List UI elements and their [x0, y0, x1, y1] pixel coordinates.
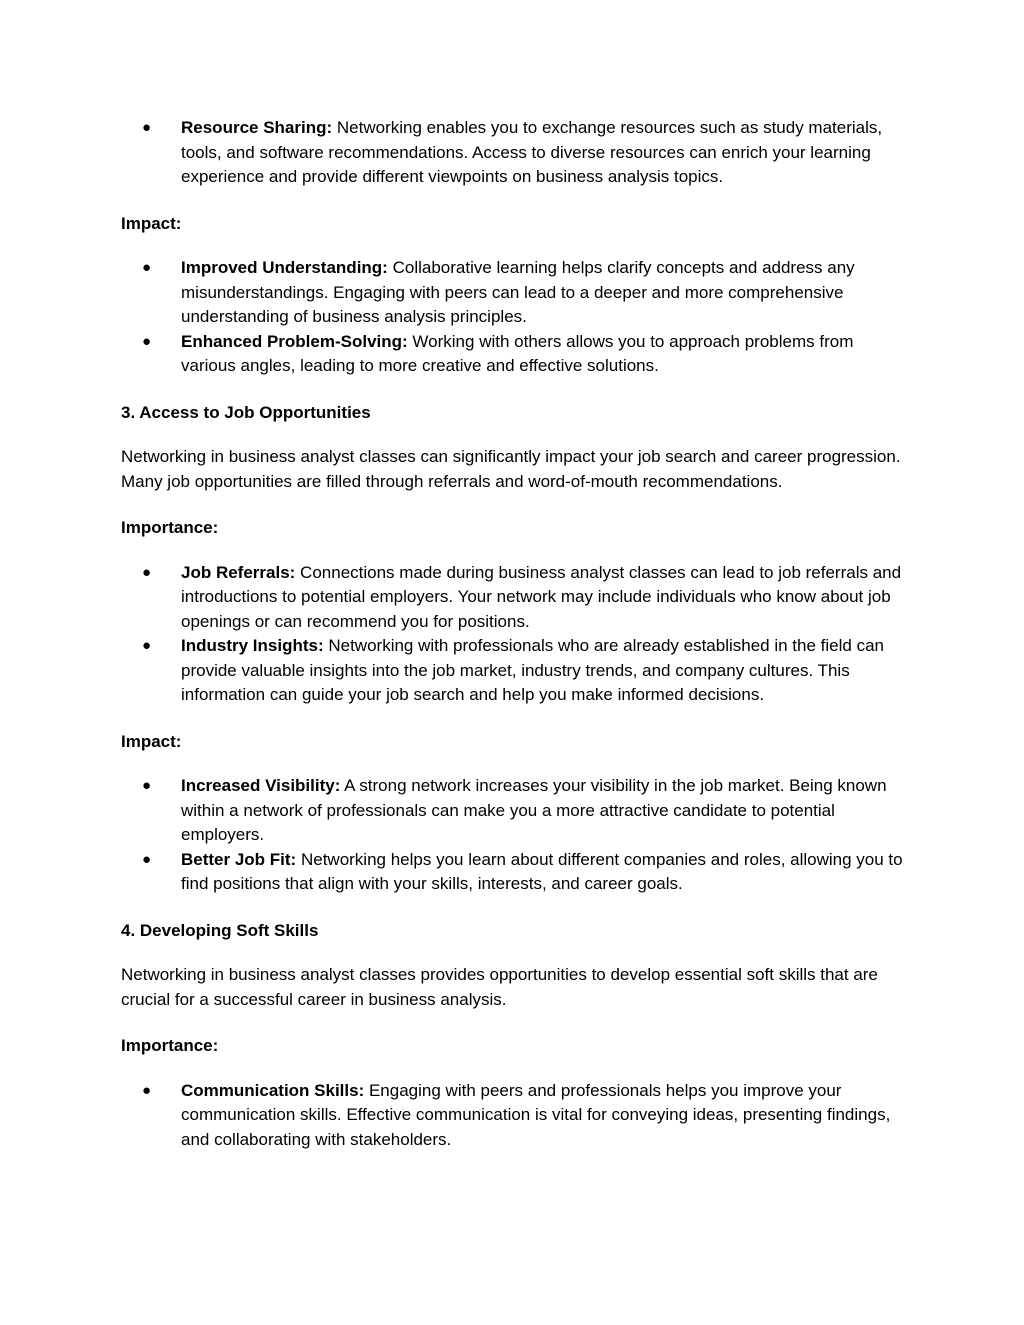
list-item-term: Enhanced Problem-Solving:	[181, 331, 408, 351]
bullet-list	[121, 1079, 911, 1153]
list-item-term: Industry Insights:	[181, 636, 324, 655]
section-heading: Impact:	[121, 213, 182, 233]
section-heading: Importance:	[121, 518, 219, 537]
bullet-icon: ●	[142, 1081, 152, 1099]
bullet-icon: ●	[142, 119, 152, 136]
bullet-list	[121, 774, 911, 897]
section-heading: Impact:	[121, 731, 182, 751]
list-item	[121, 634, 911, 708]
list-item-text: Networking enables you to exchange resources such as study materials, tools, and software recommendations. Access to diverse resources can enrich your learning experience and provide different viewpoints on business analysis topics.	[181, 118, 883, 186]
list-item-term: Improved Understanding:	[181, 258, 388, 277]
list-item-text: Engaging with peers and professionals helps you improve your communication skills. Effective communication is vital for conveying ideas, presenting findings, and collaborating with stakeholders.	[181, 1080, 891, 1149]
bullet-icon: ●	[142, 563, 152, 581]
bullet-list	[121, 256, 911, 379]
list-item-text: Connections made during business analyst classes can lead to job referrals and introductions to potential employers. Your network may include individuals who know about job openings or can recommend you for positions.	[181, 562, 902, 631]
list-item-term: Resource Sharing:	[181, 118, 333, 137]
section-heading: 3. Access to Job Opportunities	[121, 402, 371, 422]
list-item	[121, 848, 911, 897]
list-item	[121, 774, 911, 848]
bullet-icon: ●	[142, 259, 152, 276]
list-item	[121, 561, 911, 635]
paragraph: Networking in business analyst classes can significantly impact your job search and career progression. Many job opportunities are filled through referrals and word-of-mouth recommendations.	[121, 447, 901, 491]
list-item-term: Increased Visibility:	[181, 776, 341, 795]
section-heading: Importance:	[121, 1036, 219, 1055]
list-item-text: A strong network increases your visibility in the job market. Being known within a network of professionals can make you a more attractive candidate to potential employers.	[181, 776, 887, 844]
list-item-term: Job Referrals:	[181, 562, 296, 582]
list-item-term: Better Job Fit:	[181, 849, 297, 869]
list-item-text: Networking with professionals who are already established in the field can provide valuable insights into the job market, industry trends, and company cultures. This information can guide your job search and help you make informed decisions.	[181, 636, 884, 704]
list-item-term: Communication Skills:	[181, 1080, 365, 1100]
list-item	[121, 256, 911, 330]
bullet-icon: ●	[142, 777, 152, 794]
list-item-text: Working with others allows you to approach problems from various angles, leading to more creative and effective solutions.	[181, 331, 854, 375]
bullet-icon: ●	[142, 637, 152, 654]
list-item-text: Collaborative learning helps clarify concepts and address any misunderstandings. Engaging with peers can lead to a deeper and more comprehensive understanding of business analysis principles.	[181, 258, 855, 326]
list-item	[121, 1079, 911, 1153]
section-heading: 4. Developing Soft Skills	[121, 920, 319, 940]
bullet-list	[121, 561, 911, 708]
document-page	[121, 116, 911, 1152]
bullet-icon: ●	[142, 850, 152, 868]
bullet-list	[121, 116, 911, 190]
list-item	[121, 330, 911, 379]
list-item	[121, 116, 911, 190]
list-item-text: Networking helps you learn about different companies and roles, allowing you to find positions that align with your skills, interests, and career goals.	[181, 849, 903, 893]
paragraph: Networking in business analyst classes provides opportunities to develop essential soft skills that are crucial for a successful career in business analysis.	[121, 965, 878, 1009]
bullet-icon: ●	[142, 332, 152, 350]
